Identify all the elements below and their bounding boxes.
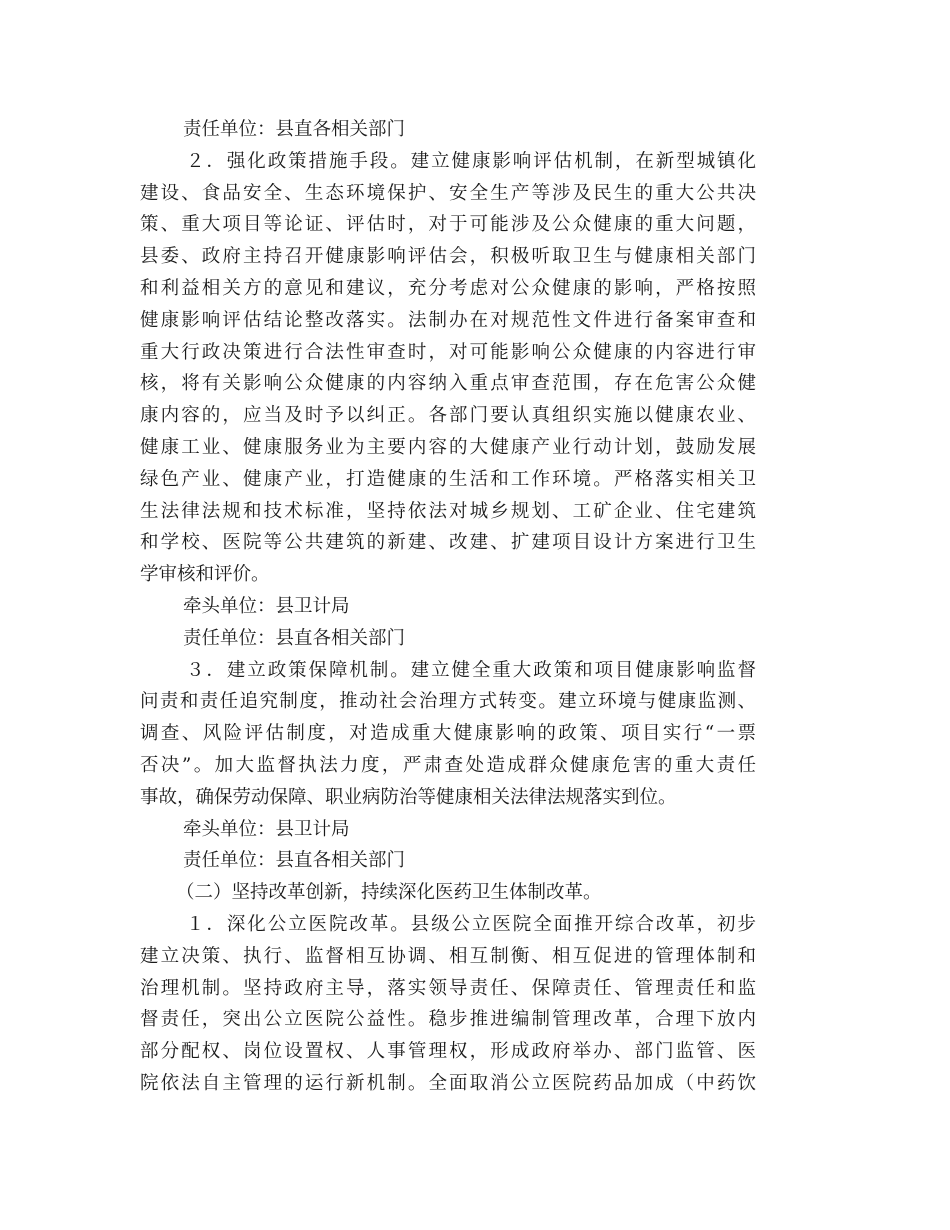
paragraph-line: 院依法自主管理的运行新机制。全面取消公立医院药品加成（中药饮 (140, 1072, 756, 1094)
paragraph-line: 调查、风险评估制度，对造成重大健康影响的政策、项目实行“一票 (140, 723, 756, 745)
paragraph-line: 治理机制。坚持政府主导，落实领导责任、保障责任、管理责任和监 (140, 977, 756, 999)
paragraph-line: ２．强化政策措施手段。建立健康影响评估机制，在新型城镇化 (186, 150, 756, 172)
paragraph-line: 生法律法规和技术标准，坚持依法对城乡规划、工矿企业、住宅建筑 (140, 500, 756, 522)
section-heading: （二）坚持改革创新，持续深化医药卫生体制改革。 (176, 882, 602, 904)
paragraph-line: 建设、食品安全、生态环境保护、安全生产等涉及民生的重大公共决 (140, 182, 756, 204)
paragraph-line: 和利益相关方的意见和建议，充分考虑对公众健康的影响，严格按照 (140, 277, 756, 299)
paragraph-line: 绿色产业、健康产业，打造健康的生活和工作环境。严格落实相关卫 (140, 468, 756, 490)
paragraph-line: １．深化公立医院改革。县级公立医院全面推开综合改革，初步 (186, 913, 756, 935)
paragraph-line: 县委、政府主持召开健康影响评估会，积极听取卫生与健康相关部门 (140, 246, 756, 268)
paragraph-line: 问责和责任追究制度，推动社会治理方式转变。建立环境与健康监测、 (140, 691, 756, 713)
responsible-unit-line: 责任单位：县直各相关部门 (183, 850, 406, 872)
paragraph-line: 健康影响评估结论整改落实。法制办在对规范性文件进行备案审查和 (140, 309, 756, 331)
paragraph-line: 策、重大项目等论证、评估时，对于可能涉及公众健康的重大问题， (140, 214, 756, 236)
paragraph-line: ３．建立政策保障机制。建立健全重大政策和项目健康影响监督 (186, 659, 756, 681)
paragraph-line: 康内容的，应当及时予以纠正。各部门要认真组织实施以健康农业、 (140, 405, 756, 427)
responsible-unit-line: 责任单位：县直各相关部门 (183, 627, 406, 649)
paragraph-line: 否决”。加大监督执法力度，严肃查处造成群众健康危害的重大责任 (140, 754, 756, 776)
paragraph-line: 核，将有关影响公众健康的内容纳入重点审查范围，存在危害公众健 (140, 373, 756, 395)
paragraph-line: 重大行政决策进行合法性审查时，对可能影响公众健康的内容进行审 (140, 341, 756, 363)
paragraph-line: 事故，确保劳动保障、职业病防治等健康相关法律法规落实到位。 (140, 786, 677, 808)
responsible-unit-line: 责任单位：县直各相关部门 (183, 119, 406, 140)
paragraph-line: 健康工业、健康服务业为主要内容的大健康产业行动计划，鼓励发展 (140, 436, 756, 458)
paragraph-line: 督责任，突出公立医院公益性。稳步推进编制管理改革，合理下放内 (140, 1009, 756, 1031)
lead-unit-line: 牵头单位：县卫计局 (183, 818, 350, 840)
paragraph-line: 部分配权、岗位设置权、人事管理权，形成政府举办、部门监管、医 (140, 1041, 756, 1063)
paragraph-line: 建立决策、执行、监督相互协调、相互制衡、相互促进的管理体制和 (140, 945, 756, 967)
paragraph-line: 学审核和评价。 (140, 564, 270, 586)
lead-unit-line: 牵头单位：县卫计局 (183, 595, 350, 617)
document-body (140, 114, 756, 1100)
paragraph-line: 和学校、医院等公共建筑的新建、改建、扩建项目设计方案进行卫生 (140, 532, 756, 554)
